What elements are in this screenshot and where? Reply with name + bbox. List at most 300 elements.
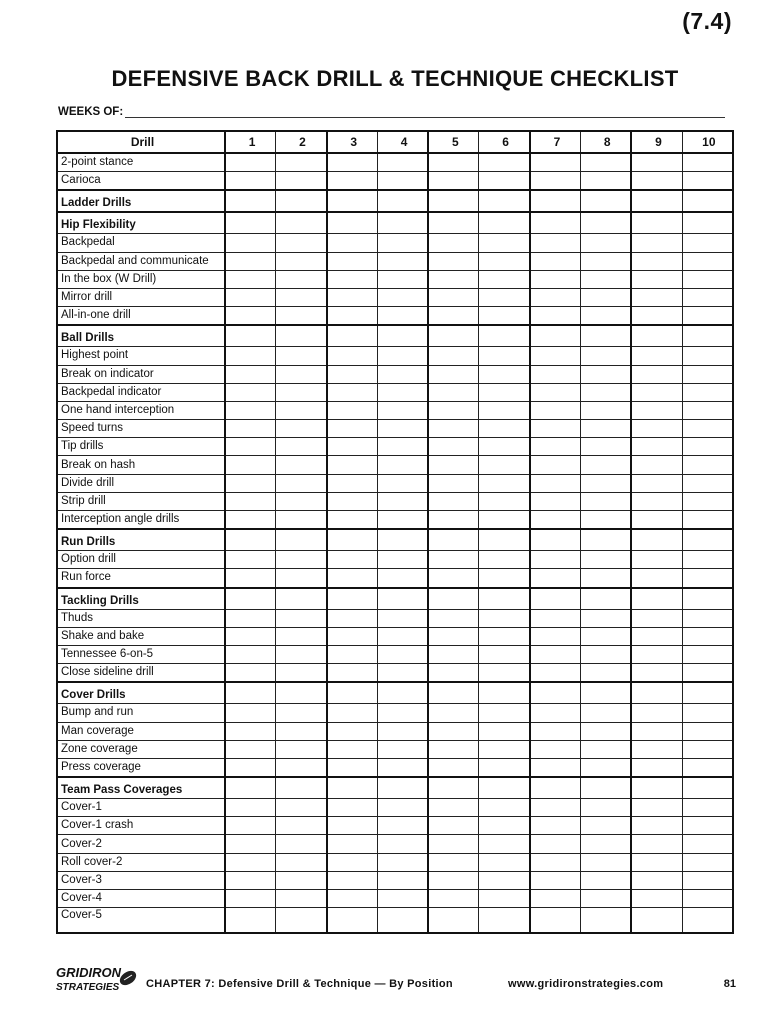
check-cell[interactable]: [276, 777, 327, 799]
check-cell[interactable]: [682, 383, 733, 401]
check-cell[interactable]: [225, 190, 276, 212]
check-cell[interactable]: [428, 270, 479, 288]
check-cell[interactable]: [682, 835, 733, 853]
check-cell[interactable]: [631, 529, 682, 551]
check-cell[interactable]: [479, 325, 530, 347]
check-cell[interactable]: [327, 190, 378, 212]
check-cell[interactable]: [327, 270, 378, 288]
check-cell[interactable]: [327, 740, 378, 758]
check-cell[interactable]: [581, 664, 632, 683]
check-cell[interactable]: [428, 307, 479, 326]
check-cell[interactable]: [682, 627, 733, 645]
check-cell[interactable]: [428, 325, 479, 347]
check-cell[interactable]: [682, 365, 733, 383]
check-cell[interactable]: [276, 288, 327, 306]
check-cell[interactable]: [377, 172, 428, 191]
check-cell[interactable]: [276, 817, 327, 835]
check-cell[interactable]: [327, 588, 378, 610]
check-cell[interactable]: [327, 704, 378, 722]
check-cell[interactable]: [377, 627, 428, 645]
check-cell[interactable]: [682, 817, 733, 835]
check-cell[interactable]: [631, 704, 682, 722]
check-cell[interactable]: [530, 383, 581, 401]
check-cell[interactable]: [225, 347, 276, 365]
check-cell[interactable]: [225, 234, 276, 252]
check-cell[interactable]: [682, 758, 733, 777]
check-cell[interactable]: [530, 212, 581, 234]
check-cell[interactable]: [530, 588, 581, 610]
check-cell[interactable]: [276, 890, 327, 908]
check-cell[interactable]: [682, 908, 733, 934]
check-cell[interactable]: [581, 704, 632, 722]
check-cell[interactable]: [428, 172, 479, 191]
check-cell[interactable]: [682, 212, 733, 234]
check-cell[interactable]: [327, 325, 378, 347]
check-cell[interactable]: [377, 401, 428, 419]
check-cell[interactable]: [276, 704, 327, 722]
check-cell[interactable]: [327, 456, 378, 474]
check-cell[interactable]: [631, 722, 682, 740]
check-cell[interactable]: [327, 365, 378, 383]
check-cell[interactable]: [225, 172, 276, 191]
check-cell[interactable]: [276, 383, 327, 401]
check-cell[interactable]: [479, 758, 530, 777]
check-cell[interactable]: [530, 252, 581, 270]
check-cell[interactable]: [276, 172, 327, 191]
check-cell[interactable]: [428, 704, 479, 722]
check-cell[interactable]: [377, 799, 428, 817]
check-cell[interactable]: [327, 172, 378, 191]
check-cell[interactable]: [327, 682, 378, 704]
check-cell[interactable]: [276, 153, 327, 172]
check-cell[interactable]: [631, 890, 682, 908]
check-cell[interactable]: [327, 401, 378, 419]
check-cell[interactable]: [530, 890, 581, 908]
check-cell[interactable]: [631, 511, 682, 530]
check-cell[interactable]: [428, 288, 479, 306]
check-cell[interactable]: [225, 835, 276, 853]
check-cell[interactable]: [327, 758, 378, 777]
check-cell[interactable]: [581, 212, 632, 234]
check-cell[interactable]: [479, 908, 530, 934]
check-cell[interactable]: [225, 645, 276, 663]
check-cell[interactable]: [530, 401, 581, 419]
check-cell[interactable]: [479, 172, 530, 191]
check-cell[interactable]: [276, 474, 327, 492]
check-cell[interactable]: [225, 871, 276, 889]
check-cell[interactable]: [377, 492, 428, 510]
check-cell[interactable]: [631, 609, 682, 627]
check-cell[interactable]: [276, 190, 327, 212]
check-cell[interactable]: [276, 758, 327, 777]
weeks-of-field[interactable]: [58, 106, 725, 118]
check-cell[interactable]: [225, 704, 276, 722]
check-cell[interactable]: [581, 777, 632, 799]
check-cell[interactable]: [479, 682, 530, 704]
check-cell[interactable]: [428, 551, 479, 569]
check-cell[interactable]: [682, 325, 733, 347]
check-cell[interactable]: [479, 817, 530, 835]
check-cell[interactable]: [530, 153, 581, 172]
check-cell[interactable]: [682, 871, 733, 889]
check-cell[interactable]: [530, 288, 581, 306]
check-cell[interactable]: [428, 529, 479, 551]
check-cell[interactable]: [631, 438, 682, 456]
check-cell[interactable]: [581, 627, 632, 645]
check-cell[interactable]: [327, 234, 378, 252]
check-cell[interactable]: [530, 609, 581, 627]
check-cell[interactable]: [377, 456, 428, 474]
check-cell[interactable]: [276, 456, 327, 474]
check-cell[interactable]: [581, 890, 632, 908]
check-cell[interactable]: [327, 153, 378, 172]
check-cell[interactable]: [530, 740, 581, 758]
check-cell[interactable]: [225, 270, 276, 288]
check-cell[interactable]: [225, 492, 276, 510]
check-cell[interactable]: [225, 438, 276, 456]
check-cell[interactable]: [377, 777, 428, 799]
check-cell[interactable]: [276, 682, 327, 704]
check-cell[interactable]: [581, 492, 632, 510]
check-cell[interactable]: [225, 153, 276, 172]
check-cell[interactable]: [225, 777, 276, 799]
check-cell[interactable]: [276, 722, 327, 740]
check-cell[interactable]: [327, 212, 378, 234]
check-cell[interactable]: [377, 853, 428, 871]
check-cell[interactable]: [276, 347, 327, 365]
check-cell[interactable]: [225, 569, 276, 588]
check-cell[interactable]: [225, 456, 276, 474]
check-cell[interactable]: [581, 325, 632, 347]
check-cell[interactable]: [479, 740, 530, 758]
check-cell[interactable]: [631, 383, 682, 401]
check-cell[interactable]: [530, 682, 581, 704]
check-cell[interactable]: [581, 799, 632, 817]
check-cell[interactable]: [631, 758, 682, 777]
check-cell[interactable]: [225, 212, 276, 234]
check-cell[interactable]: [276, 365, 327, 383]
check-cell[interactable]: [530, 492, 581, 510]
check-cell[interactable]: [225, 890, 276, 908]
check-cell[interactable]: [276, 569, 327, 588]
check-cell[interactable]: [377, 664, 428, 683]
check-cell[interactable]: [581, 307, 632, 326]
check-cell[interactable]: [276, 511, 327, 530]
check-cell[interactable]: [530, 307, 581, 326]
check-cell[interactable]: [276, 438, 327, 456]
check-cell[interactable]: [428, 438, 479, 456]
check-cell[interactable]: [225, 722, 276, 740]
check-cell[interactable]: [581, 172, 632, 191]
check-cell[interactable]: [530, 347, 581, 365]
check-cell[interactable]: [530, 871, 581, 889]
check-cell[interactable]: [327, 492, 378, 510]
check-cell[interactable]: [479, 365, 530, 383]
check-cell[interactable]: [479, 799, 530, 817]
check-cell[interactable]: [428, 511, 479, 530]
check-cell[interactable]: [276, 609, 327, 627]
check-cell[interactable]: [479, 569, 530, 588]
check-cell[interactable]: [428, 588, 479, 610]
check-cell[interactable]: [377, 420, 428, 438]
check-cell[interactable]: [581, 551, 632, 569]
check-cell[interactable]: [327, 890, 378, 908]
check-cell[interactable]: [428, 627, 479, 645]
check-cell[interactable]: [682, 740, 733, 758]
check-cell[interactable]: [530, 438, 581, 456]
check-cell[interactable]: [479, 890, 530, 908]
check-cell[interactable]: [581, 288, 632, 306]
check-cell[interactable]: [428, 682, 479, 704]
check-cell[interactable]: [682, 347, 733, 365]
check-cell[interactable]: [631, 817, 682, 835]
check-cell[interactable]: [225, 664, 276, 683]
check-cell[interactable]: [682, 890, 733, 908]
check-cell[interactable]: [682, 270, 733, 288]
check-cell[interactable]: [377, 908, 428, 934]
check-cell[interactable]: [581, 153, 632, 172]
check-cell[interactable]: [631, 682, 682, 704]
check-cell[interactable]: [631, 645, 682, 663]
check-cell[interactable]: [479, 627, 530, 645]
check-cell[interactable]: [225, 511, 276, 530]
check-cell[interactable]: [631, 252, 682, 270]
check-cell[interactable]: [225, 758, 276, 777]
check-cell[interactable]: [581, 645, 632, 663]
check-cell[interactable]: [581, 383, 632, 401]
check-cell[interactable]: [327, 529, 378, 551]
check-cell[interactable]: [327, 799, 378, 817]
check-cell[interactable]: [377, 383, 428, 401]
check-cell[interactable]: [428, 758, 479, 777]
check-cell[interactable]: [377, 270, 428, 288]
check-cell[interactable]: [225, 252, 276, 270]
check-cell[interactable]: [377, 212, 428, 234]
check-cell[interactable]: [530, 325, 581, 347]
check-cell[interactable]: [530, 420, 581, 438]
check-cell[interactable]: [276, 740, 327, 758]
check-cell[interactable]: [428, 799, 479, 817]
check-cell[interactable]: [631, 456, 682, 474]
check-cell[interactable]: [631, 627, 682, 645]
check-cell[interactable]: [581, 758, 632, 777]
check-cell[interactable]: [530, 835, 581, 853]
check-cell[interactable]: [327, 474, 378, 492]
check-cell[interactable]: [225, 365, 276, 383]
check-cell[interactable]: [479, 474, 530, 492]
check-cell[interactable]: [377, 645, 428, 663]
check-cell[interactable]: [479, 420, 530, 438]
check-cell[interactable]: [631, 190, 682, 212]
check-cell[interactable]: [428, 474, 479, 492]
check-cell[interactable]: [682, 153, 733, 172]
check-cell[interactable]: [631, 588, 682, 610]
check-cell[interactable]: [377, 817, 428, 835]
check-cell[interactable]: [276, 871, 327, 889]
check-cell[interactable]: [428, 383, 479, 401]
check-cell[interactable]: [377, 740, 428, 758]
check-cell[interactable]: [276, 307, 327, 326]
check-cell[interactable]: [581, 438, 632, 456]
check-cell[interactable]: [682, 511, 733, 530]
check-cell[interactable]: [327, 664, 378, 683]
check-cell[interactable]: [428, 645, 479, 663]
check-cell[interactable]: [225, 799, 276, 817]
check-cell[interactable]: [377, 722, 428, 740]
check-cell[interactable]: [682, 456, 733, 474]
check-cell[interactable]: [581, 190, 632, 212]
check-cell[interactable]: [377, 871, 428, 889]
check-cell[interactable]: [479, 153, 530, 172]
check-cell[interactable]: [479, 551, 530, 569]
check-cell[interactable]: [479, 511, 530, 530]
check-cell[interactable]: [530, 853, 581, 871]
check-cell[interactable]: [631, 551, 682, 569]
check-cell[interactable]: [225, 588, 276, 610]
check-cell[interactable]: [377, 153, 428, 172]
check-cell[interactable]: [581, 609, 632, 627]
check-cell[interactable]: [428, 153, 479, 172]
check-cell[interactable]: [530, 777, 581, 799]
check-cell[interactable]: [276, 645, 327, 663]
check-cell[interactable]: [581, 588, 632, 610]
check-cell[interactable]: [276, 799, 327, 817]
check-cell[interactable]: [327, 627, 378, 645]
check-cell[interactable]: [530, 551, 581, 569]
check-cell[interactable]: [682, 492, 733, 510]
check-cell[interactable]: [276, 529, 327, 551]
check-cell[interactable]: [428, 420, 479, 438]
check-cell[interactable]: [276, 908, 327, 934]
check-cell[interactable]: [682, 234, 733, 252]
check-cell[interactable]: [530, 365, 581, 383]
check-cell[interactable]: [377, 511, 428, 530]
check-cell[interactable]: [479, 853, 530, 871]
check-cell[interactable]: [581, 682, 632, 704]
check-cell[interactable]: [327, 307, 378, 326]
check-cell[interactable]: [377, 609, 428, 627]
check-cell[interactable]: [479, 252, 530, 270]
check-cell[interactable]: [225, 817, 276, 835]
check-cell[interactable]: [530, 627, 581, 645]
check-cell[interactable]: [327, 853, 378, 871]
check-cell[interactable]: [276, 551, 327, 569]
check-cell[interactable]: [479, 704, 530, 722]
check-cell[interactable]: [327, 551, 378, 569]
check-cell[interactable]: [530, 704, 581, 722]
check-cell[interactable]: [530, 645, 581, 663]
check-cell[interactable]: [225, 307, 276, 326]
check-cell[interactable]: [682, 420, 733, 438]
check-cell[interactable]: [631, 420, 682, 438]
check-cell[interactable]: [377, 365, 428, 383]
check-cell[interactable]: [682, 853, 733, 871]
check-cell[interactable]: [581, 347, 632, 365]
check-cell[interactable]: [428, 234, 479, 252]
check-cell[interactable]: [479, 835, 530, 853]
check-cell[interactable]: [276, 627, 327, 645]
check-cell[interactable]: [479, 588, 530, 610]
check-cell[interactable]: [377, 190, 428, 212]
check-cell[interactable]: [327, 835, 378, 853]
check-cell[interactable]: [428, 492, 479, 510]
check-cell[interactable]: [225, 288, 276, 306]
check-cell[interactable]: [428, 252, 479, 270]
check-cell[interactable]: [377, 890, 428, 908]
check-cell[interactable]: [682, 645, 733, 663]
check-cell[interactable]: [327, 438, 378, 456]
check-cell[interactable]: [479, 401, 530, 419]
check-cell[interactable]: [377, 325, 428, 347]
check-cell[interactable]: [428, 871, 479, 889]
check-cell[interactable]: [377, 347, 428, 365]
check-cell[interactable]: [225, 325, 276, 347]
check-cell[interactable]: [479, 722, 530, 740]
check-cell[interactable]: [581, 569, 632, 588]
check-cell[interactable]: [530, 172, 581, 191]
check-cell[interactable]: [631, 492, 682, 510]
check-cell[interactable]: [428, 365, 479, 383]
check-cell[interactable]: [581, 252, 632, 270]
check-cell[interactable]: [225, 908, 276, 934]
check-cell[interactable]: [479, 383, 530, 401]
check-cell[interactable]: [225, 853, 276, 871]
check-cell[interactable]: [530, 908, 581, 934]
check-cell[interactable]: [631, 853, 682, 871]
check-cell[interactable]: [682, 307, 733, 326]
check-cell[interactable]: [581, 817, 632, 835]
check-cell[interactable]: [682, 172, 733, 191]
check-cell[interactable]: [428, 817, 479, 835]
check-cell[interactable]: [479, 456, 530, 474]
check-cell[interactable]: [682, 474, 733, 492]
check-cell[interactable]: [682, 588, 733, 610]
check-cell[interactable]: [428, 777, 479, 799]
check-cell[interactable]: [225, 682, 276, 704]
check-cell[interactable]: [682, 401, 733, 419]
check-cell[interactable]: [631, 307, 682, 326]
check-cell[interactable]: [530, 664, 581, 683]
check-cell[interactable]: [327, 722, 378, 740]
check-cell[interactable]: [225, 383, 276, 401]
check-cell[interactable]: [479, 270, 530, 288]
check-cell[interactable]: [428, 835, 479, 853]
check-cell[interactable]: [479, 438, 530, 456]
check-cell[interactable]: [428, 212, 479, 234]
check-cell[interactable]: [428, 740, 479, 758]
check-cell[interactable]: [479, 212, 530, 234]
check-cell[interactable]: [682, 288, 733, 306]
check-cell[interactable]: [377, 835, 428, 853]
check-cell[interactable]: [479, 492, 530, 510]
check-cell[interactable]: [428, 890, 479, 908]
check-cell[interactable]: [327, 569, 378, 588]
check-cell[interactable]: [377, 474, 428, 492]
check-cell[interactable]: [327, 609, 378, 627]
check-cell[interactable]: [682, 704, 733, 722]
check-cell[interactable]: [428, 722, 479, 740]
check-cell[interactable]: [682, 799, 733, 817]
check-cell[interactable]: [377, 288, 428, 306]
check-cell[interactable]: [682, 252, 733, 270]
check-cell[interactable]: [428, 401, 479, 419]
check-cell[interactable]: [530, 817, 581, 835]
check-cell[interactable]: [479, 645, 530, 663]
check-cell[interactable]: [479, 609, 530, 627]
check-cell[interactable]: [479, 777, 530, 799]
check-cell[interactable]: [377, 704, 428, 722]
check-cell[interactable]: [377, 588, 428, 610]
